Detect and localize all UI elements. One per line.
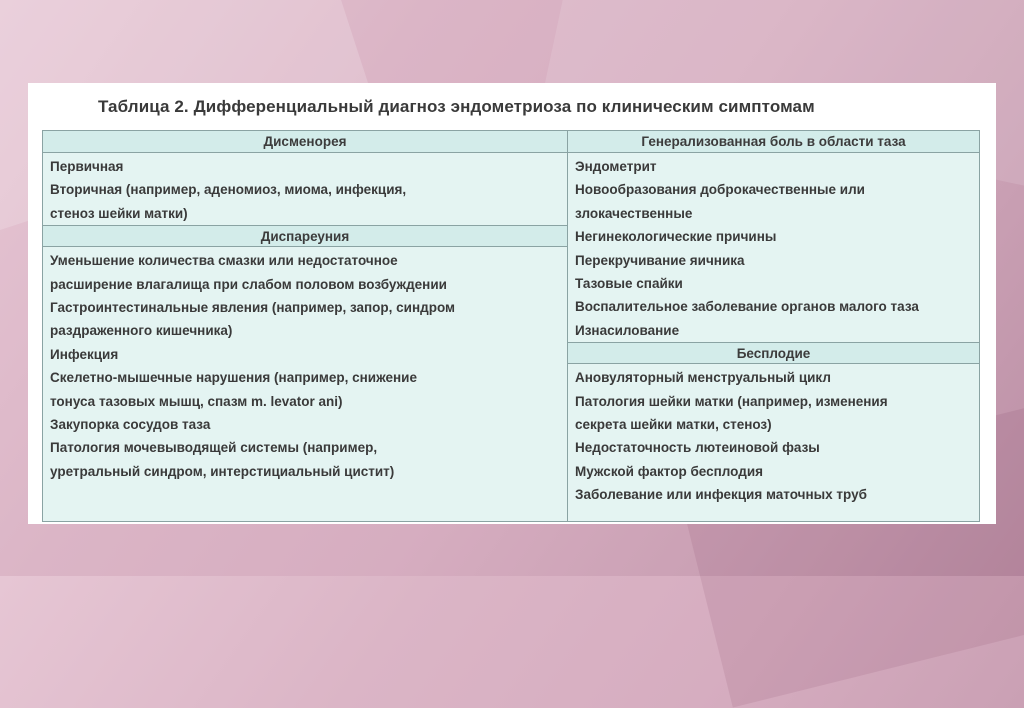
list-item: Патология мочевыводящей системы (например, — [50, 440, 378, 456]
header-pelvic-pain: Генерализованная боль в области таза — [568, 131, 979, 153]
list-item: секрета шейки матки, стеноз) — [575, 417, 772, 433]
slide-image — [28, 83, 996, 524]
list-item: Воспалительное заболевание органов малого таза — [575, 299, 919, 315]
list-item: Ановуляторный менструальный цикл — [575, 370, 831, 386]
header-infertility: Бесплодие — [568, 342, 979, 364]
infertility-list — [568, 364, 979, 506]
list-item: расширение влагалища при слабом половом возбуждении — [50, 276, 447, 292]
list-item: злокачественные — [575, 205, 693, 221]
right-column — [568, 131, 979, 521]
header-dysmenorrhea: Дисменорея — [43, 131, 567, 153]
dysmenorrhea-list — [43, 153, 567, 225]
diagnosis-table — [42, 130, 980, 522]
dyspareunia-list — [43, 247, 567, 483]
list-item: Вторичная (например, аденомиоз, миома, инфекция, — [50, 182, 407, 198]
list-item: Изнасилование — [575, 322, 680, 338]
list-item: Заболевание или инфекция маточных труб — [575, 487, 867, 503]
list-item: Уменьшение количества смазки или недостаточное — [50, 253, 398, 269]
list-item: Негинекологические причины — [575, 229, 777, 245]
list-item: стеноз шейки матки) — [50, 205, 188, 221]
list-item: Эндометрит — [575, 159, 657, 174]
table-title: Таблица 2. Дифференциальный диагноз эндометриоза по клиническим симптомам — [98, 97, 815, 116]
list-item: Перекручивание яичника — [575, 252, 745, 268]
list-item: тонуса тазовых мышц, спазм m. levator ani) — [50, 393, 343, 409]
left-column — [43, 131, 568, 521]
list-item: уретральный синдром, интерстициальный цистит) — [50, 463, 395, 479]
list-item: Недостаточность лютеиновой фазы — [575, 440, 820, 456]
list-item: Тазовые спайки — [575, 276, 683, 292]
list-item: Патология шейки матки (например, изменения — [575, 393, 888, 409]
list-item: Закупорка сосудов таза — [50, 417, 211, 433]
list-item: Инфекция — [50, 346, 119, 362]
list-item: Первичная — [50, 159, 124, 174]
list-item: Скелетно-мышечные нарушения (например, снижение — [50, 370, 417, 386]
list-item: Мужской фактор бесплодия — [575, 463, 763, 479]
pelvic-pain-list — [568, 153, 979, 342]
header-dyspareunia: Диспареуния — [43, 225, 567, 247]
list-item: раздраженного кишечника) — [50, 323, 233, 339]
list-item: Новообразования доброкачественные или — [575, 182, 865, 198]
list-item: Гастроинтестинальные явления (например, запор, синдром — [50, 300, 455, 316]
